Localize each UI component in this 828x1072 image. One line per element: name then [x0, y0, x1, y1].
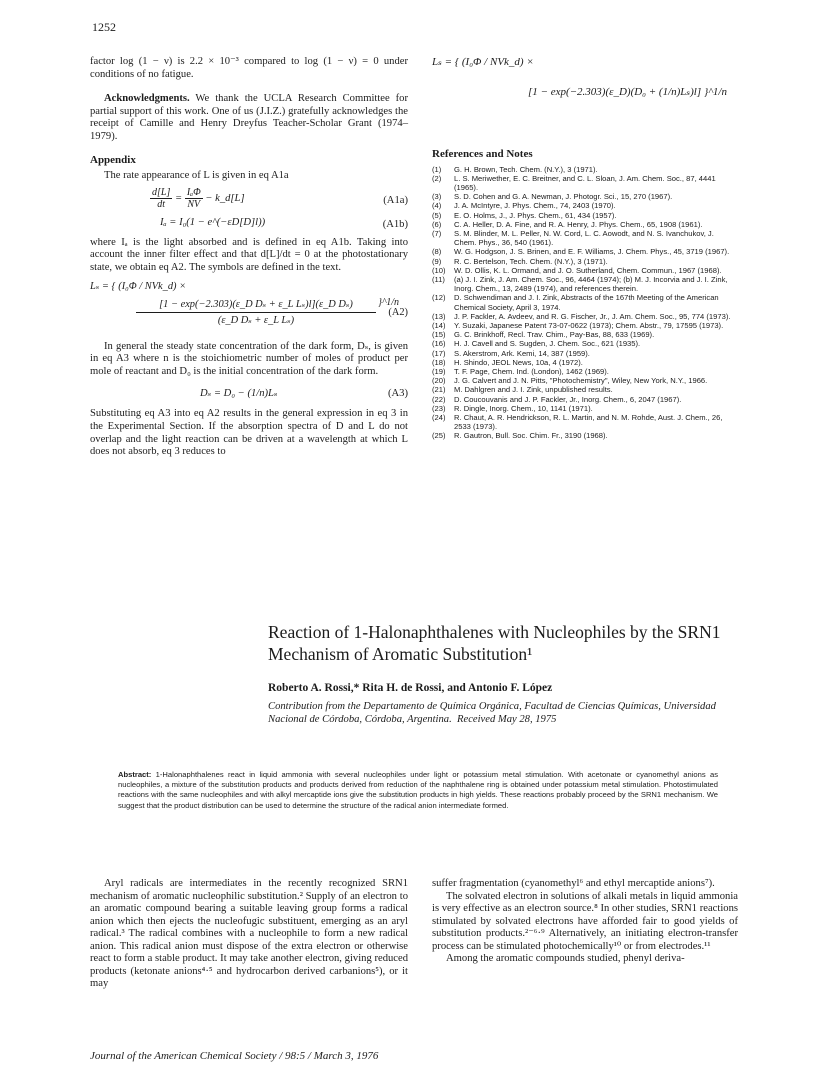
- eq-a1a-lhs-denominator: dt: [157, 198, 166, 210]
- reference-item: [432, 275, 738, 293]
- affiliation-text: Contribution from the Departamento de Química Orgánica, Facultad de Ciencias Químicas, Universidad Nacional de Córdoba, Córdoba, Argentina.: [268, 701, 716, 725]
- reference-text: R. Dingle, Inorg. Chem., 10, 1141 (1971).: [454, 403, 593, 413]
- eq-reduced-line-2: [1 − exp(−2.303)(ε_D)(D₀ + (1/n)Lₛ)l] }^1/n: [528, 86, 727, 98]
- acknowledgments-label: Acknowledgments.: [104, 93, 190, 105]
- eq-a2-numerator: [1 − exp(−2.303)(ε_D Dₛ + ε_L Lₛ)l](ε_D Dₛ): [136, 299, 376, 314]
- eq-a1a-label: (A1a): [383, 194, 408, 206]
- eq-a1b-body: Iₐ = I₀(1 − e^(−εD[D]l)): [160, 216, 266, 228]
- reference-number: (20): [432, 376, 446, 386]
- equation-a1b: [90, 215, 408, 237]
- reference-number: (21): [432, 385, 446, 395]
- reference-text: S. D. Cohen and G. A. Newman, J. Photogr. Sci., 15, 270 (1967).: [454, 192, 673, 202]
- reference-number: (2): [432, 173, 442, 183]
- reference-number: (4): [432, 201, 442, 211]
- reference-item: [432, 220, 738, 229]
- reference-text: R. C. Bertelson, Tech. Chem. (N.Y.), 3 (1971).: [454, 256, 608, 266]
- eq-a3-label: (A3): [387, 388, 408, 400]
- reference-number: (23): [432, 403, 446, 413]
- reference-item: [432, 367, 738, 376]
- appendix-paragraph-2: where Iₐ is the light absorbed and is defined in eq A1b. Taking into account the inner filter effect and that d[L]/dt = 0 at the photostationary state, we obtain eq A2. The symbols are defined in the text.: [90, 236, 408, 273]
- reference-number: (19): [432, 367, 446, 377]
- article-affiliation: [268, 700, 748, 726]
- reference-item: [432, 358, 738, 367]
- reference-number: (25): [432, 431, 446, 441]
- reference-text: J. G. Calvert and J. N. Pitts, "Photochemistry", Wiley, New York, N.Y., 1966.: [454, 376, 708, 386]
- reference-item: [432, 201, 738, 210]
- reference-text: E. O. Holms, J., J. Phys. Chem., 61, 434 (1957).: [454, 210, 617, 220]
- reference-text: S. Akerstrom, Ark. Kemi, 14, 387 (1959).: [454, 348, 590, 358]
- reference-item: [432, 247, 738, 256]
- reference-item: [432, 413, 738, 431]
- reference-item: [432, 330, 738, 339]
- reference-item: [432, 385, 738, 394]
- reference-item: [432, 174, 738, 192]
- reference-text: W. G. Hodgson, J. S. Brinen, and E. F. Williams, J. Chem. Phys., 45, 3719 (1967).: [454, 247, 730, 257]
- eq-a2-line-1: Lₛ = { (I₀Φ / NVk_d) ×: [90, 280, 187, 292]
- right-column: [432, 56, 738, 441]
- equation-a2: [90, 279, 408, 341]
- journal-footer: Journal of the American Chemical Society / 98:5 / March 3, 1976: [90, 1050, 379, 1062]
- article-authors: Roberto A. Rossi,* Rita H. de Rossi, and Antonio F. López: [268, 682, 553, 694]
- body-right-paragraph-1: suffer fragmentation (cyanomethyl⁶ and ethyl mercaptide anions⁷).: [432, 878, 715, 889]
- reference-item: [432, 266, 738, 275]
- abstract: [118, 770, 718, 811]
- reference-number: (16): [432, 339, 446, 349]
- reference-item: [432, 165, 738, 174]
- reference-text: (a) J. I. Zink, J. Am. Chem. Soc., 96, 4464 (1974); (b) M. J. Incorvia and J. I. Zink, Inorg. Chem., 13, 2489 (1974), and references therein.: [454, 275, 728, 294]
- equation-a3: [90, 382, 408, 408]
- reference-number: (15): [432, 330, 446, 340]
- reference-text: J. P. Fackler, A. Avdeev, and R. G. Fischer, Jr., J. Am. Chem. Soc., 95, 774 (1973).: [454, 311, 731, 321]
- reference-number: (12): [432, 293, 446, 303]
- body-left-column: [90, 878, 408, 991]
- reference-number: (22): [432, 394, 446, 404]
- eq-a3-body: Dₛ = D₀ − (1/n)Lₛ: [200, 388, 278, 400]
- reference-item: [432, 349, 738, 358]
- eq-a1a-lhs-numerator: d[L]: [152, 186, 171, 198]
- reference-item: [432, 404, 738, 413]
- reference-number: (5): [432, 210, 442, 220]
- reference-number: (24): [432, 413, 446, 423]
- body-right-paragraph-2: The solvated electron in solutions of alkali metals in liquid ammonia is very effective as an electron source.⁸ In other studies, SRN1 reactions stimulated by solvated electrons have afforded fair to good yields of substitution products.²⁻⁶·⁹ Alternatively, an initiating electron-transfer process can be stimulated photochemically¹⁰ or from electrodes.¹¹: [432, 890, 738, 952]
- equation-reduced: [432, 56, 738, 118]
- reference-item: [432, 257, 738, 266]
- abstract-text: 1-Halonaphthalenes react in liquid ammonia with several nucleophiles under light or potassium metal stimulation. With acetonate or cyanomethyl anions as nucleophiles, a mixture of the substitution products and products derived from reduction of the naphthalene ring is obtained under potassium metal stimulation. Photostimulated reactions with the same nucleophiles and with alkyl mercaptide ions give the substitution products in high yields. These reactions probably proceed by the SRN1 mechanism. We suggest that the product distribution can be used to determine the structure of the radical anion intermediate formed.: [118, 770, 718, 810]
- acknowledgments-paragraph: [90, 93, 408, 143]
- reference-text: G. C. Brinkhoff, Recl. Trav. Chim., Pay-Bas, 88, 633 (1969).: [454, 330, 655, 340]
- appendix-heading: Appendix: [90, 153, 136, 166]
- intro-paragraph: factor log (1 − ν) is 2.2 × 10⁻³ compared to log (1 − ν) = 0 under conditions of no fatigue.: [90, 56, 408, 80]
- eq-a1a-tail: − k_d[L]: [202, 192, 245, 204]
- reference-item: [432, 293, 738, 311]
- reference-item: [432, 431, 738, 440]
- reference-text: D. Coucouvanis and J. P. Fackler, Jr., Inorg. Chem., 6, 2047 (1967).: [454, 394, 682, 404]
- appendix-paragraph-1: The rate appearance of L is given in eq A1a: [104, 170, 289, 182]
- page-number: 1252: [92, 20, 116, 34]
- reference-item: [432, 395, 738, 404]
- reference-number: (3): [432, 192, 442, 202]
- reference-item: [432, 211, 738, 220]
- body-right-paragraph-3: Among the aromatic compounds studied, phenyl deriva-: [446, 953, 685, 964]
- reference-text: G. H. Brown, Tech. Chem. (N.Y.), 3 (1971).: [454, 164, 598, 174]
- reference-item: [432, 376, 738, 385]
- reference-number: (9): [432, 256, 442, 266]
- reference-item: [432, 312, 738, 321]
- appendix-paragraph-3: In general the steady state concentration of the dark form, Dₛ, is given in eq A3 where n is the stoichiometric number of moles of product per mole of reactant and D₀ is the initial concentration of the dark form.: [90, 340, 408, 377]
- reference-number: (1): [432, 164, 442, 174]
- body-right-column: [432, 878, 738, 966]
- reference-text: S. M. Blinder, M. L. Peller, N. W. Cord, L. C. Aowodt, and N. S. Ivanchukov, J. Chem. Phys., 36, 540 (1961).: [454, 229, 714, 248]
- reference-text: H. Shindo, JEOL News, 10a, 4 (1972).: [454, 357, 583, 367]
- reference-number: (13): [432, 311, 446, 321]
- eq-a1b-label: (A1b): [382, 218, 408, 230]
- appendix-paragraph-4: Substituting eq A3 into eq A2 results in the general expression in eq 3 in the Experimental Section. If the absorption spectra of D and L do not overlap and the light reaction can be driven at a wavelength at which L does not absorb, eq 3 reduces to: [90, 408, 408, 458]
- equation-a1a: [90, 187, 408, 215]
- acknowledgments-text: We thank the UCLA Research Committee for partial support of this work. One of us (J.I.Z.) gratefully acknowledges the receipt of Camille and Henry Dreyfus Teacher-Scholar Grant (1974–1979).: [90, 93, 408, 142]
- reference-number: (7): [432, 229, 442, 239]
- article-title: Reaction of 1-Halonaphthalenes with Nucleophiles by the SRN1 Mechanism of Aromatic Substitution¹: [268, 622, 721, 664]
- reference-text: Y. Suzaki, Japanese Patent 73-07-0622 (1973); Chem. Abstr., 79, 17595 (1973).: [454, 321, 724, 331]
- reference-text: M. Dahlgren and J. I. Zink, unpublished results.: [454, 385, 613, 395]
- reference-text: L. S. Meriwether, E. C. Breitner, and C. L. Sloan, J. Am. Chem. Soc., 87, 4441 (1965).: [454, 173, 716, 192]
- reference-number: (6): [432, 219, 442, 229]
- reference-number: (14): [432, 321, 446, 331]
- reference-item: [432, 321, 738, 330]
- reference-item: [432, 229, 738, 247]
- abstract-label: Abstract:: [118, 770, 152, 779]
- eq-a2-label: (A2): [388, 306, 408, 318]
- reference-text: J. A. McIntyre, J. Phys. Chem., 74, 2403 (1970).: [454, 201, 616, 211]
- reference-item: [432, 192, 738, 201]
- received-date: Received May 28, 1975: [457, 714, 557, 725]
- references-heading: References and Notes: [432, 148, 533, 160]
- reference-text: H. J. Cavell and S. Sugden, J. Chem. Soc., 621 (1935).: [454, 339, 641, 349]
- body-left-paragraph: Aryl radicals are intermediates in the recently recognized SRN1 mechanism of aromatic nucleophilic substitution.² Supply of an electron to an aromatic compound bearing a suitable leaving group forms a radical anion which then ejects the nucleofugic substituent, emerging as an aryl radical.³ The radical combines with a nucleophile to form a new radical anion. This radical anion must dispose of the extra electron or otherwise react to form a stable product. It may take another electron, giving reduced products (ketonate anions⁴·⁵ and hydrocarbon derived carbanions⁵), or it may: [90, 878, 408, 989]
- reference-number: (10): [432, 265, 446, 275]
- eq-a2-denominator: (ε_D Dₛ + ε_L Lₛ): [217, 315, 295, 327]
- eq-a2-power: }^1/n: [378, 296, 399, 308]
- reference-text: R. Chaut, A. R. Hendrickson, R. L. Martin, and N. M. Rohde, Aust. J. Chem., 26, 2533 (1973).: [454, 413, 723, 432]
- reference-number: (17): [432, 348, 446, 358]
- reference-text: T. F. Page, Chem. Ind. (London), 1462 (1969).: [454, 367, 609, 377]
- reference-text: R. Gautron, Bull. Soc. Chim. Fr., 3190 (1968).: [454, 431, 608, 441]
- reference-text: C. A. Heller, D. A. Fine, and R. A. Henry, J. Phys. Chem., 65, 1908 (1961).: [454, 219, 703, 229]
- eq-a1a-equals: =: [172, 192, 185, 204]
- left-column: [90, 56, 408, 459]
- reference-text: W. D. Ollis, K. L. Ormand, and J. O. Sutherland, Chem. Commun., 1967 (1968).: [454, 265, 722, 275]
- references-list: [432, 165, 738, 441]
- eq-reduced-line-1: Lₛ = { (I₀Φ / NVk_d) ×: [432, 56, 534, 68]
- reference-text: D. Schwendiman and J. I. Zink, Abstracts of the 167th Meeting of the American Chemical Society, April 3, 1974.: [454, 293, 719, 312]
- reference-item: [432, 339, 738, 348]
- reference-number: (18): [432, 357, 446, 367]
- reference-number: (11): [432, 275, 445, 285]
- eq-a1a-rhs-denominator: NV: [187, 198, 201, 210]
- eq-a1a-rhs-numerator: IₐΦ: [186, 186, 201, 198]
- reference-number: (8): [432, 247, 442, 257]
